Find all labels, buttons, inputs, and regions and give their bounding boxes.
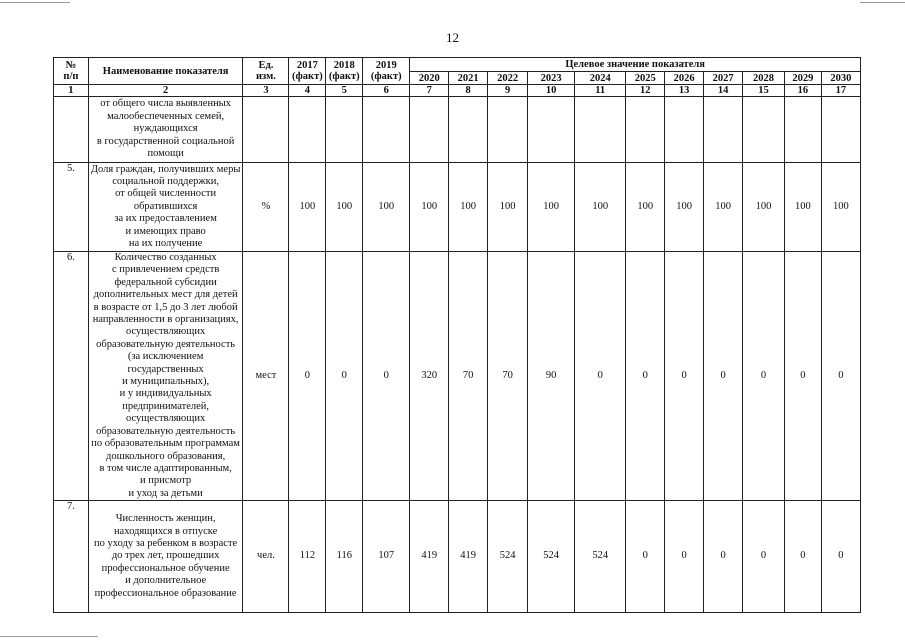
indicator-value: 100 bbox=[488, 163, 528, 252]
header-fact-2018: 2018 (факт) bbox=[326, 58, 363, 85]
indicator-value: 100 bbox=[528, 163, 575, 252]
indicator-value: 100 bbox=[289, 163, 326, 252]
indicator-value bbox=[626, 97, 665, 163]
scan-artifact-top-right bbox=[860, 2, 905, 3]
row-number: 7. bbox=[54, 501, 89, 613]
unit-of-measure bbox=[243, 97, 289, 163]
header-year-2024: 2024 bbox=[575, 72, 626, 85]
header-year-2028: 2028 bbox=[743, 72, 785, 85]
indicator-value: 100 bbox=[575, 163, 626, 252]
table-row bbox=[54, 97, 861, 163]
column-number: 13 bbox=[665, 85, 704, 97]
table-row bbox=[54, 252, 861, 501]
indicator-value: 0 bbox=[626, 252, 665, 501]
indicator-value: 100 bbox=[704, 163, 743, 252]
row-number: 5. bbox=[54, 163, 89, 252]
indicator-value bbox=[704, 97, 743, 163]
row-number bbox=[54, 97, 89, 163]
indicator-value: 107 bbox=[363, 501, 410, 613]
indicator-value: 100 bbox=[410, 163, 449, 252]
indicator-value bbox=[363, 97, 410, 163]
indicator-value: 0 bbox=[575, 252, 626, 501]
indicator-value: 0 bbox=[704, 501, 743, 613]
page-number: 12 bbox=[446, 30, 459, 45]
indicator-value: 0 bbox=[743, 501, 785, 613]
indicator-value: 524 bbox=[528, 501, 575, 613]
header-year-2030: 2030 bbox=[821, 72, 860, 85]
indicator-value: 0 bbox=[363, 252, 410, 501]
indicator-value: 0 bbox=[821, 252, 860, 501]
indicator-value: 0 bbox=[289, 252, 326, 501]
header-year-2026: 2026 bbox=[665, 72, 704, 85]
indicator-value: 419 bbox=[449, 501, 488, 613]
unit-of-measure: % bbox=[243, 163, 289, 252]
indicator-value: 100 bbox=[665, 163, 704, 252]
indicator-name: Количество созданных с привлечением средств федеральной субсидии дополнительных мест для детей в возрасте от 1,5 до 3 лет любой направленности в организациях, осуществляющих образовательную деятельность (за исключением государственных и муниципальных), и у индивидуальных предпринимателей, осуществляющих образовательную деятельность по образовательным программам дошкольного образования, в том числе адаптированным, и присмотр и уход за детьми bbox=[88, 252, 243, 501]
header-year-2020: 2020 bbox=[410, 72, 449, 85]
header-year-2023: 2023 bbox=[528, 72, 575, 85]
header-indicator-name: Наименование показателя bbox=[88, 58, 243, 85]
indicator-value: 524 bbox=[575, 501, 626, 613]
indicators-table bbox=[53, 57, 861, 613]
indicator-value bbox=[410, 97, 449, 163]
indicator-value: 320 bbox=[410, 252, 449, 501]
column-number: 14 bbox=[704, 85, 743, 97]
indicator-value bbox=[488, 97, 528, 163]
header-number: № п/п bbox=[54, 58, 89, 85]
indicator-value: 70 bbox=[488, 252, 528, 501]
column-number: 8 bbox=[449, 85, 488, 97]
indicator-value bbox=[449, 97, 488, 163]
indicator-value: 112 bbox=[289, 501, 326, 613]
indicator-value: 0 bbox=[326, 252, 363, 501]
indicator-value: 100 bbox=[626, 163, 665, 252]
indicator-value: 419 bbox=[410, 501, 449, 613]
column-number: 6 bbox=[363, 85, 410, 97]
indicator-name: от общего числа выявленных малообеспеченных семей, нуждающихся в государственной социальной помощи bbox=[88, 97, 243, 163]
indicator-value: 0 bbox=[785, 501, 822, 613]
indicator-value: 100 bbox=[449, 163, 488, 252]
column-number: 7 bbox=[410, 85, 449, 97]
indicator-value: 0 bbox=[704, 252, 743, 501]
column-number: 9 bbox=[488, 85, 528, 97]
indicator-value: 0 bbox=[743, 252, 785, 501]
indicator-value bbox=[785, 97, 822, 163]
column-number: 5 bbox=[326, 85, 363, 97]
header-year-2029: 2029 bbox=[785, 72, 822, 85]
column-number: 10 bbox=[528, 85, 575, 97]
indicator-value: 524 bbox=[488, 501, 528, 613]
indicator-value: 70 bbox=[449, 252, 488, 501]
indicator-value: 116 bbox=[326, 501, 363, 613]
scan-artifact-top-left bbox=[0, 2, 70, 3]
header-year-2027: 2027 bbox=[704, 72, 743, 85]
indicator-value: 90 bbox=[528, 252, 575, 501]
indicator-name: Численность женщин, находящихся в отпуске по уходу за ребенком в возрасте до трех лет, прошедших профессиональное обучение и дополнительное профессиональное образование bbox=[88, 501, 243, 613]
indicator-value bbox=[665, 97, 704, 163]
header-target-value: Целевое значение показателя bbox=[410, 58, 861, 72]
indicator-value: 0 bbox=[821, 501, 860, 613]
table-row bbox=[54, 163, 861, 252]
header-year-2021: 2021 bbox=[449, 72, 488, 85]
indicator-value: 0 bbox=[785, 252, 822, 501]
column-number: 11 bbox=[575, 85, 626, 97]
header-year-2025: 2025 bbox=[626, 72, 665, 85]
indicator-value bbox=[575, 97, 626, 163]
column-number: 1 bbox=[54, 85, 89, 97]
column-number: 12 bbox=[626, 85, 665, 97]
indicator-value: 0 bbox=[665, 252, 704, 501]
column-number: 17 bbox=[821, 85, 860, 97]
column-number: 3 bbox=[243, 85, 289, 97]
header-year-2022: 2022 bbox=[488, 72, 528, 85]
column-number: 4 bbox=[289, 85, 326, 97]
indicator-value: 100 bbox=[363, 163, 410, 252]
indicator-value: 0 bbox=[626, 501, 665, 613]
column-number: 16 bbox=[785, 85, 822, 97]
column-number: 2 bbox=[88, 85, 243, 97]
indicator-value: 0 bbox=[665, 501, 704, 613]
indicator-value bbox=[289, 97, 326, 163]
indicator-value: 100 bbox=[743, 163, 785, 252]
header-unit: Ед. изм. bbox=[243, 58, 289, 85]
indicator-value bbox=[326, 97, 363, 163]
scan-artifact-bottom-left bbox=[0, 636, 98, 637]
header-fact-2017: 2017 (факт) bbox=[289, 58, 326, 85]
indicator-value: 100 bbox=[326, 163, 363, 252]
indicator-value bbox=[743, 97, 785, 163]
column-number: 15 bbox=[743, 85, 785, 97]
indicator-value: 100 bbox=[785, 163, 822, 252]
table-row bbox=[54, 501, 861, 613]
unit-of-measure: чел. bbox=[243, 501, 289, 613]
indicator-value: 100 bbox=[821, 163, 860, 252]
header-fact-2019: 2019 (факт) bbox=[363, 58, 410, 85]
indicator-name: Доля граждан, получивших меры социальной поддержки, от общей численности обратившихся за их предоставлением и имеющих право на их получение bbox=[88, 163, 243, 252]
row-number: 6. bbox=[54, 252, 89, 501]
indicator-value bbox=[821, 97, 860, 163]
unit-of-measure: мест bbox=[243, 252, 289, 501]
indicator-value bbox=[528, 97, 575, 163]
